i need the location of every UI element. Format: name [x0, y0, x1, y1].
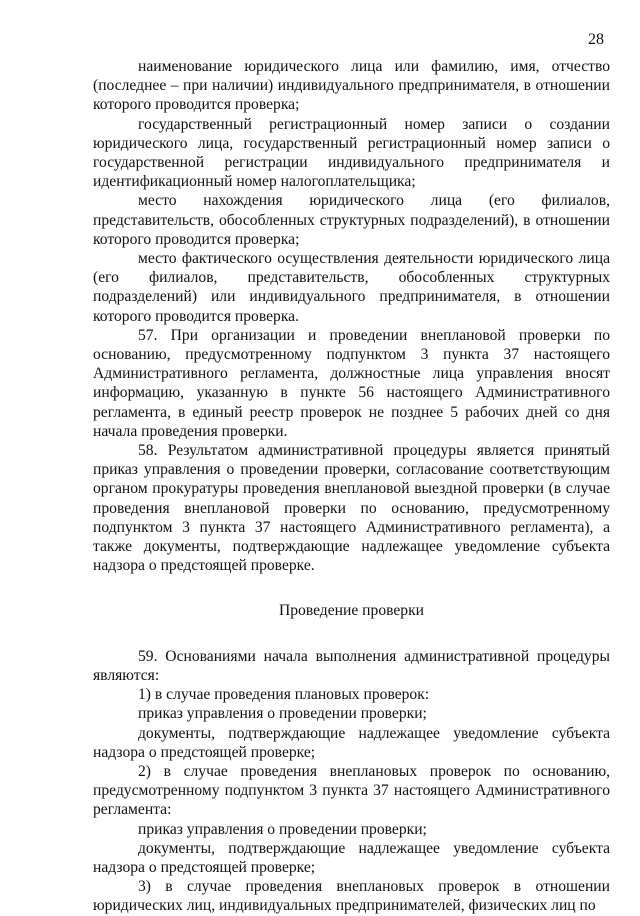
paragraph-58: 58. Результатом административной процедуры является принятый приказ управления о проведении проверки, согласование соответствующим органом прокуратуры проведения внеплановой выездной проверки (в случае проведения внеплановой проверки по основанию, предусмотренному подпунктом 3 пункта 37 настоящего Административного регламента), а также документы, подтверждающие надлежащее уведомление субъекта надзора о предстоящей проверке.	[93, 442, 610, 575]
paragraph-57: 57. При организации и проведении внеплановой проверки по основанию, предусмотренному подпунктом 3 пункта 37 настоящего Административного регламента, должностные лица управления вносят информацию, указанную в пункте 56 настоящего Административного регламента, в единый реестр проверок не позднее 5 рабочих дней со дня начала проведения проверки.	[93, 326, 610, 440]
section-heading: Проведение проверки	[278, 602, 425, 620]
list-item: 1) в случае проведения плановых проверок:	[138, 686, 430, 704]
paragraph: государственный регистрационный номер записи о создании юридического лица, государственный регистрационный номер записи о государственной регистрации индивидуального предпринимателя и идентификационный номер налогоплательщика;	[93, 115, 610, 191]
paragraph-59: 59. Основаниями начала выполнения административной процедуры являются:	[93, 647, 610, 684]
list-item: 3) в случае проведения внеплановых проверок в отношении юридических лиц, индивидуальных предпринимателей, физических лиц по	[93, 878, 610, 915]
document-body	[93, 57, 610, 916]
list-item: приказ управления о проведении проверки;	[138, 705, 427, 723]
paragraph: место нахождения юридического лица (его филиалов, представительств, обособленных структурных подразделений), в отношении которого проводится проверка;	[93, 192, 610, 248]
page-number: 28	[588, 31, 604, 48]
list-item: документы, подтверждающие надлежащее уведомление субъекта надзора о предстоящей проверке;	[93, 724, 610, 761]
list-item: приказ управления о проведении проверки;	[138, 820, 427, 838]
list-item: документы, подтверждающие надлежащее уведомление субъекта надзора о предстоящей проверке;	[93, 839, 610, 876]
list-item: 2) в случае проведения внеплановых проверок по основанию, предусмотренному подпунктом 3 пункта 37 настоящего Административного регламента:	[93, 762, 610, 819]
paragraph: место фактического осуществления деятельности юридического лица (его филиалов, представительств, обособленных структурных подразделений) или индивидуального предпринимателя, в отношении которого проводится проверка.	[93, 250, 610, 325]
paragraph: наименование юридического лица или фамилию, имя, отчество (последнее – при наличии) индивидуального предпринимателя, в отношении которого проводится проверка;	[93, 58, 610, 114]
